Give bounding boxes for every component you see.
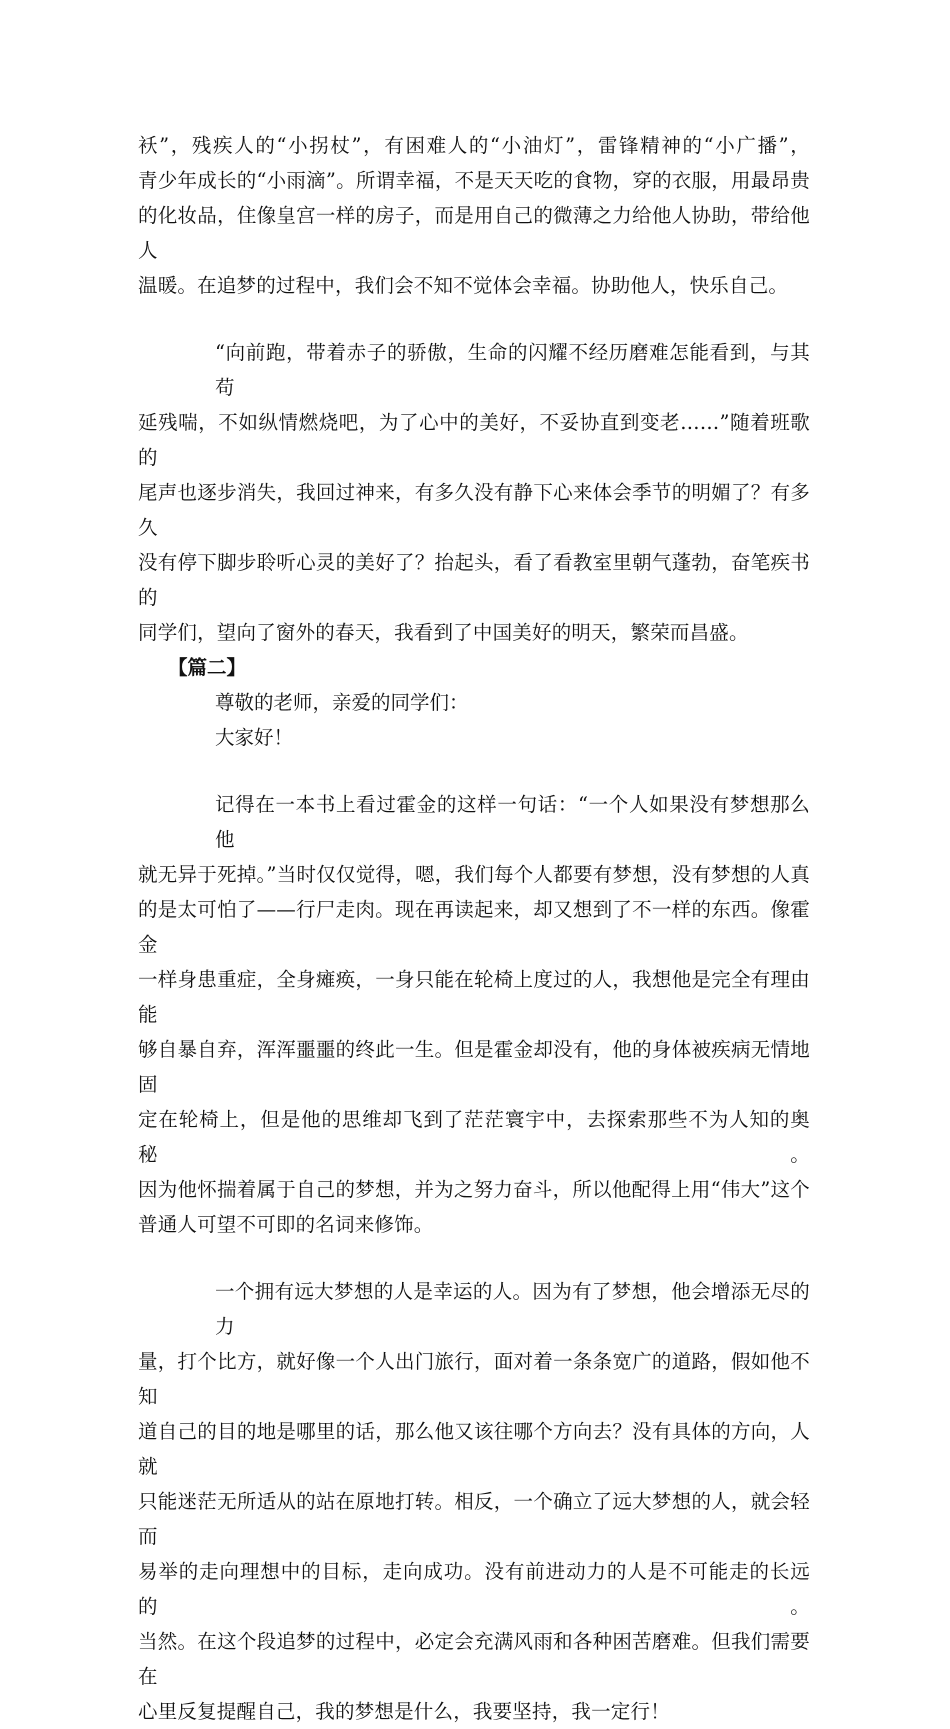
text-line: 一样身患重症，全身瘫痪，一身只能在轮椅上度过的人，我想他是完全有理由能 <box>138 968 810 1026</box>
text-line: 的化妆品，住像皇宫一样的房子，而是用自己的微薄之力给他人协助，带给他人 <box>138 204 810 262</box>
text-line: 袄”，残疾人的“小拐杖”，有困难人的“小油灯”，雷锋精神的“小广播”， <box>138 134 810 157</box>
text-line: 同学们，望向了窗外的春天，我看到了中国美好的明天，繁荣而昌盛。 <box>138 621 749 644</box>
text-line: 青少年成长的“小雨滴”。所谓幸福，不是天天吃的食物，穿的衣服，用最昂贵 <box>138 169 810 192</box>
section-heading: 【篇二】 <box>168 656 247 679</box>
text-line: 没有停下脚步聆听心灵的美好了？抬起头，看了看教室里朝气蓬勃，奋笔疾书的 <box>138 551 810 609</box>
text-line: “向前跑，带着赤子的骄傲，生命的闪耀不经历磨难怎能看到，与其苟 <box>215 341 810 399</box>
paragraph-1 <box>138 128 810 303</box>
text-line: 量，打个比方，就好像一个人出门旅行，面对着一条条宽广的道路，假如他不知 <box>138 1350 810 1408</box>
text-line: 因为他怀揣着属于自己的梦想，并为之努力奋斗，所以他配得上用“伟大”这个 <box>138 1178 810 1201</box>
text-line: 记得在一本书上看过霍金的这样一句话：“一个人如果没有梦想那么他 <box>215 793 810 851</box>
text-line: 易举的走向理想中的目标，走向成功。没有前进动力的人是不可能走的长远的。 <box>138 1560 810 1618</box>
text-line: 的是太可怕了——行尸走肉。现在再读起来，却又想到了不一样的东西。像霍金 <box>138 898 810 956</box>
text-line: 只能迷茫无所适从的站在原地打转。相反，一个确立了远大梦想的人，就会轻而 <box>138 1490 810 1548</box>
text-line: 就无异于死掉。”当时仅仅觉得，嗯，我们每个人都要有梦想，没有梦想的人真 <box>138 863 810 886</box>
text-line: 普通人可望不可即的名词来修饰。 <box>138 1213 434 1236</box>
text-line: 够自暴自弃，浑浑噩噩的终此一生。但是霍金却没有，他的身体被疾病无情地固 <box>138 1038 810 1096</box>
text-line: 心里反复提醒自己，我的梦想是什么，我要坚持，我一定行！ <box>138 1700 670 1723</box>
text-line: 延残喘，不如纵情燃烧吧，为了心中的美好，不妥协直到变老……”随着班歌的 <box>138 411 810 469</box>
text-line: 定在轮椅上，但是他的思维却飞到了茫茫寰宇中，去探索那些不为人知的奥秘。 <box>138 1108 810 1166</box>
greeting: 大家好！ <box>215 726 294 749</box>
paragraph-4 <box>138 1274 810 1729</box>
paragraph-3 <box>138 787 810 1242</box>
text-line: 当然。在这个段追梦的过程中，必定会充满风雨和各种困苦磨难。但我们需要在 <box>138 1630 810 1688</box>
text-line: 温暖。在追梦的过程中，我们会不知不觉体会幸福。协助他人，快乐自己。 <box>138 274 789 297</box>
salutation: 尊敬的老师，亲爱的同学们： <box>215 691 469 714</box>
text-line: 道自己的目的地是哪里的话，那么他又该往哪个方向去？没有具体的方向，人就 <box>138 1420 810 1478</box>
paragraph-2 <box>138 335 810 650</box>
text-line: 一个拥有远大梦想的人是幸运的人。因为有了梦想，他会增添无尽的力 <box>215 1280 810 1338</box>
document-body <box>138 128 810 1729</box>
text-line: 尾声也逐步消失，我回过神来，有多久没有静下心来体会季节的明媚了？有多久 <box>138 481 810 539</box>
